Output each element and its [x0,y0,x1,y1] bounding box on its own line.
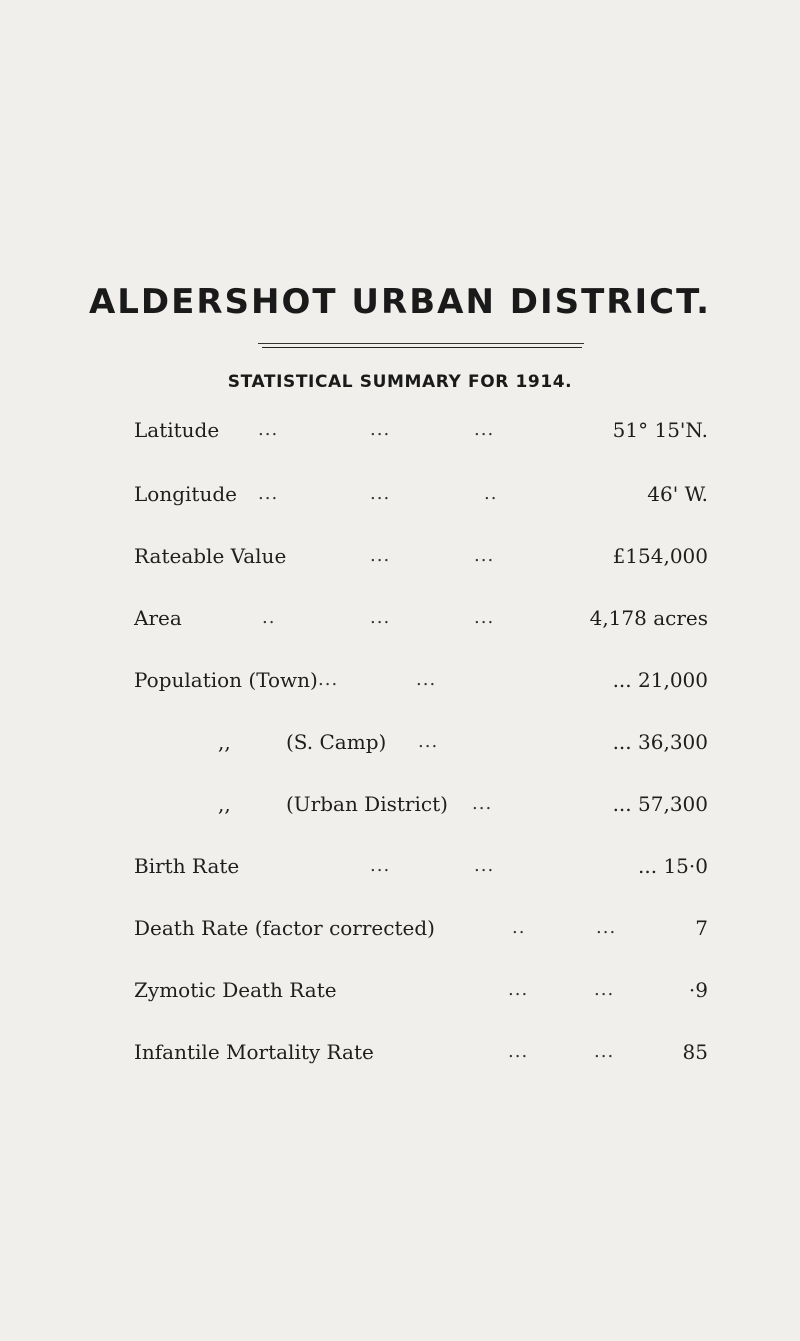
row-value: 7 [695,916,708,940]
row-label: Population (Town) [134,668,318,692]
leader-dots: ... [594,1041,615,1062]
leader-dots: ... [508,979,529,1000]
row-label: Zymotic Death Rate [134,978,337,1002]
leader-dots: ... [370,419,391,440]
summary-row-population-urban [0,784,800,824]
summary-row-birth-rate [0,846,800,886]
leader-dots: ... [508,1041,529,1062]
row-label: Longitude [134,482,237,506]
row-value: ·9 [688,978,708,1002]
row-value: £154,000 [612,544,708,568]
row-value: 46' W. [647,482,708,506]
leader-dots: ... [258,483,279,504]
leader-dots: ... [418,731,439,752]
row-label: Area [134,606,182,630]
leader-dots: ... [474,855,495,876]
leader-dots: .. [512,917,526,938]
page-subtitle: STATISTICAL SUMMARY FOR 1914. [227,372,573,392]
row-label: Death Rate (factor corrected) [134,916,435,940]
ditto-mark: ,, [218,792,231,816]
leader-dots: ... [596,917,617,938]
row-value: ... 21,000 [612,668,708,692]
ditto-mark: ,, [218,730,231,754]
leader-dots: .. [262,607,276,628]
leader-dots: ... [370,483,391,504]
row-label: (S. Camp) [286,730,387,754]
page-title: ALDERSHOT URBAN DISTRICT. [88,282,712,322]
leader-dots: ... [416,669,437,690]
leader-dots: ... [318,669,339,690]
title-underline-thin [258,343,584,344]
row-value: 85 [682,1040,708,1064]
leader-dots: .. [484,483,498,504]
summary-row-area [0,598,800,638]
summary-row-longitude [0,474,800,514]
leader-dots: ... [370,607,391,628]
row-label: Rateable Value [134,544,287,568]
leader-dots: ... [370,545,391,566]
summary-row-population-camp [0,722,800,762]
leader-dots: ... [474,545,495,566]
leader-dots: ... [474,419,495,440]
title-underline-thick [262,347,582,348]
leader-dots: ... [474,607,495,628]
row-value: 4,178 acres [589,606,708,630]
summary-row-population-town [0,660,800,700]
leader-dots: ... [472,793,493,814]
row-value: ... 57,300 [612,792,708,816]
leader-dots: ... [594,979,615,1000]
leader-dots: ... [370,855,391,876]
summary-row-death-rate [0,908,800,948]
summary-row-infantile-mortality-rate [0,1032,800,1072]
row-label: Latitude [134,418,220,442]
row-label: (Urban District) [286,792,448,816]
row-value: 51° 15'N. [612,418,708,442]
summary-row-rateable-value [0,536,800,576]
row-label: Infantile Mortality Rate [134,1040,374,1064]
summary-row-latitude [0,410,800,450]
leader-dots: ... [258,419,279,440]
row-value: ... 36,300 [612,730,708,754]
summary-row-zymotic-death-rate [0,970,800,1010]
row-label: Birth Rate [134,854,240,878]
row-value: ... 15·0 [638,854,708,878]
